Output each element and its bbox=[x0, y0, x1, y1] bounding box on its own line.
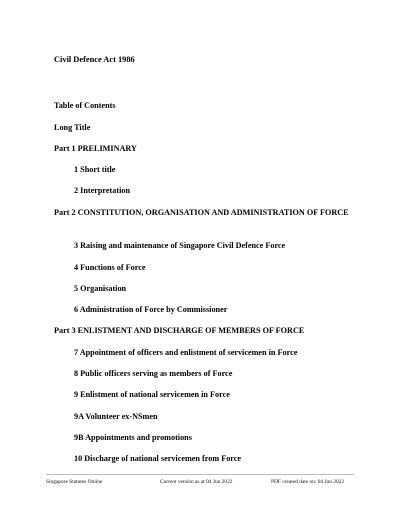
toc-section-1[interactable]: 1 Short title bbox=[74, 165, 116, 174]
toc-section-9a[interactable]: 9A Volunteer ex-NSmen bbox=[74, 412, 158, 421]
toc-long-title[interactable]: Long Title bbox=[54, 123, 91, 132]
document-title: Civil Defence Act 1986 bbox=[54, 55, 135, 64]
footer-divider bbox=[46, 474, 354, 475]
toc-part-3[interactable]: Part 3 ENLISTMENT AND DISCHARGE OF MEMBERS OF FORCE bbox=[54, 326, 305, 335]
toc-section-10[interactable]: 10 Discharge of national servicemen from Force bbox=[74, 454, 242, 463]
footer-current-version: Current version as at 04 Jun 2022 bbox=[160, 479, 233, 485]
toc-section-9b[interactable]: 9B Appointments and promotions bbox=[74, 433, 192, 442]
toc-section-9[interactable]: 9 Enlistment of national servicemen in Force bbox=[74, 390, 230, 399]
footer-source: Singapore Statutes Online bbox=[46, 479, 103, 485]
toc-heading: Table of Contents bbox=[54, 101, 116, 110]
toc-section-5[interactable]: 5 Organisation bbox=[74, 284, 127, 293]
toc-section-4[interactable]: 4 Functions of Force bbox=[74, 263, 146, 272]
toc-part-1[interactable]: Part 1 PRELIMINARY bbox=[54, 144, 137, 153]
toc-section-2[interactable]: 2 Interpretation bbox=[74, 186, 131, 195]
toc-section-6[interactable]: 6 Administration of Force by Commissioner bbox=[74, 305, 228, 314]
toc-section-7[interactable]: 7 Appointment of officers and enlistment of servicemen in Force bbox=[74, 348, 298, 357]
toc-section-8[interactable]: 8 Public officers serving as members of Force bbox=[74, 369, 233, 378]
toc-part-2[interactable]: Part 2 CONSTITUTION, ORGANISATION AND ADMINISTRATION OF FORCE bbox=[54, 208, 349, 217]
footer-pdf-created: PDF created date on: 04 Jun 2022 bbox=[271, 479, 345, 485]
toc-section-3[interactable]: 3 Raising and maintenance of Singapore Civil Defence Force bbox=[74, 241, 286, 250]
